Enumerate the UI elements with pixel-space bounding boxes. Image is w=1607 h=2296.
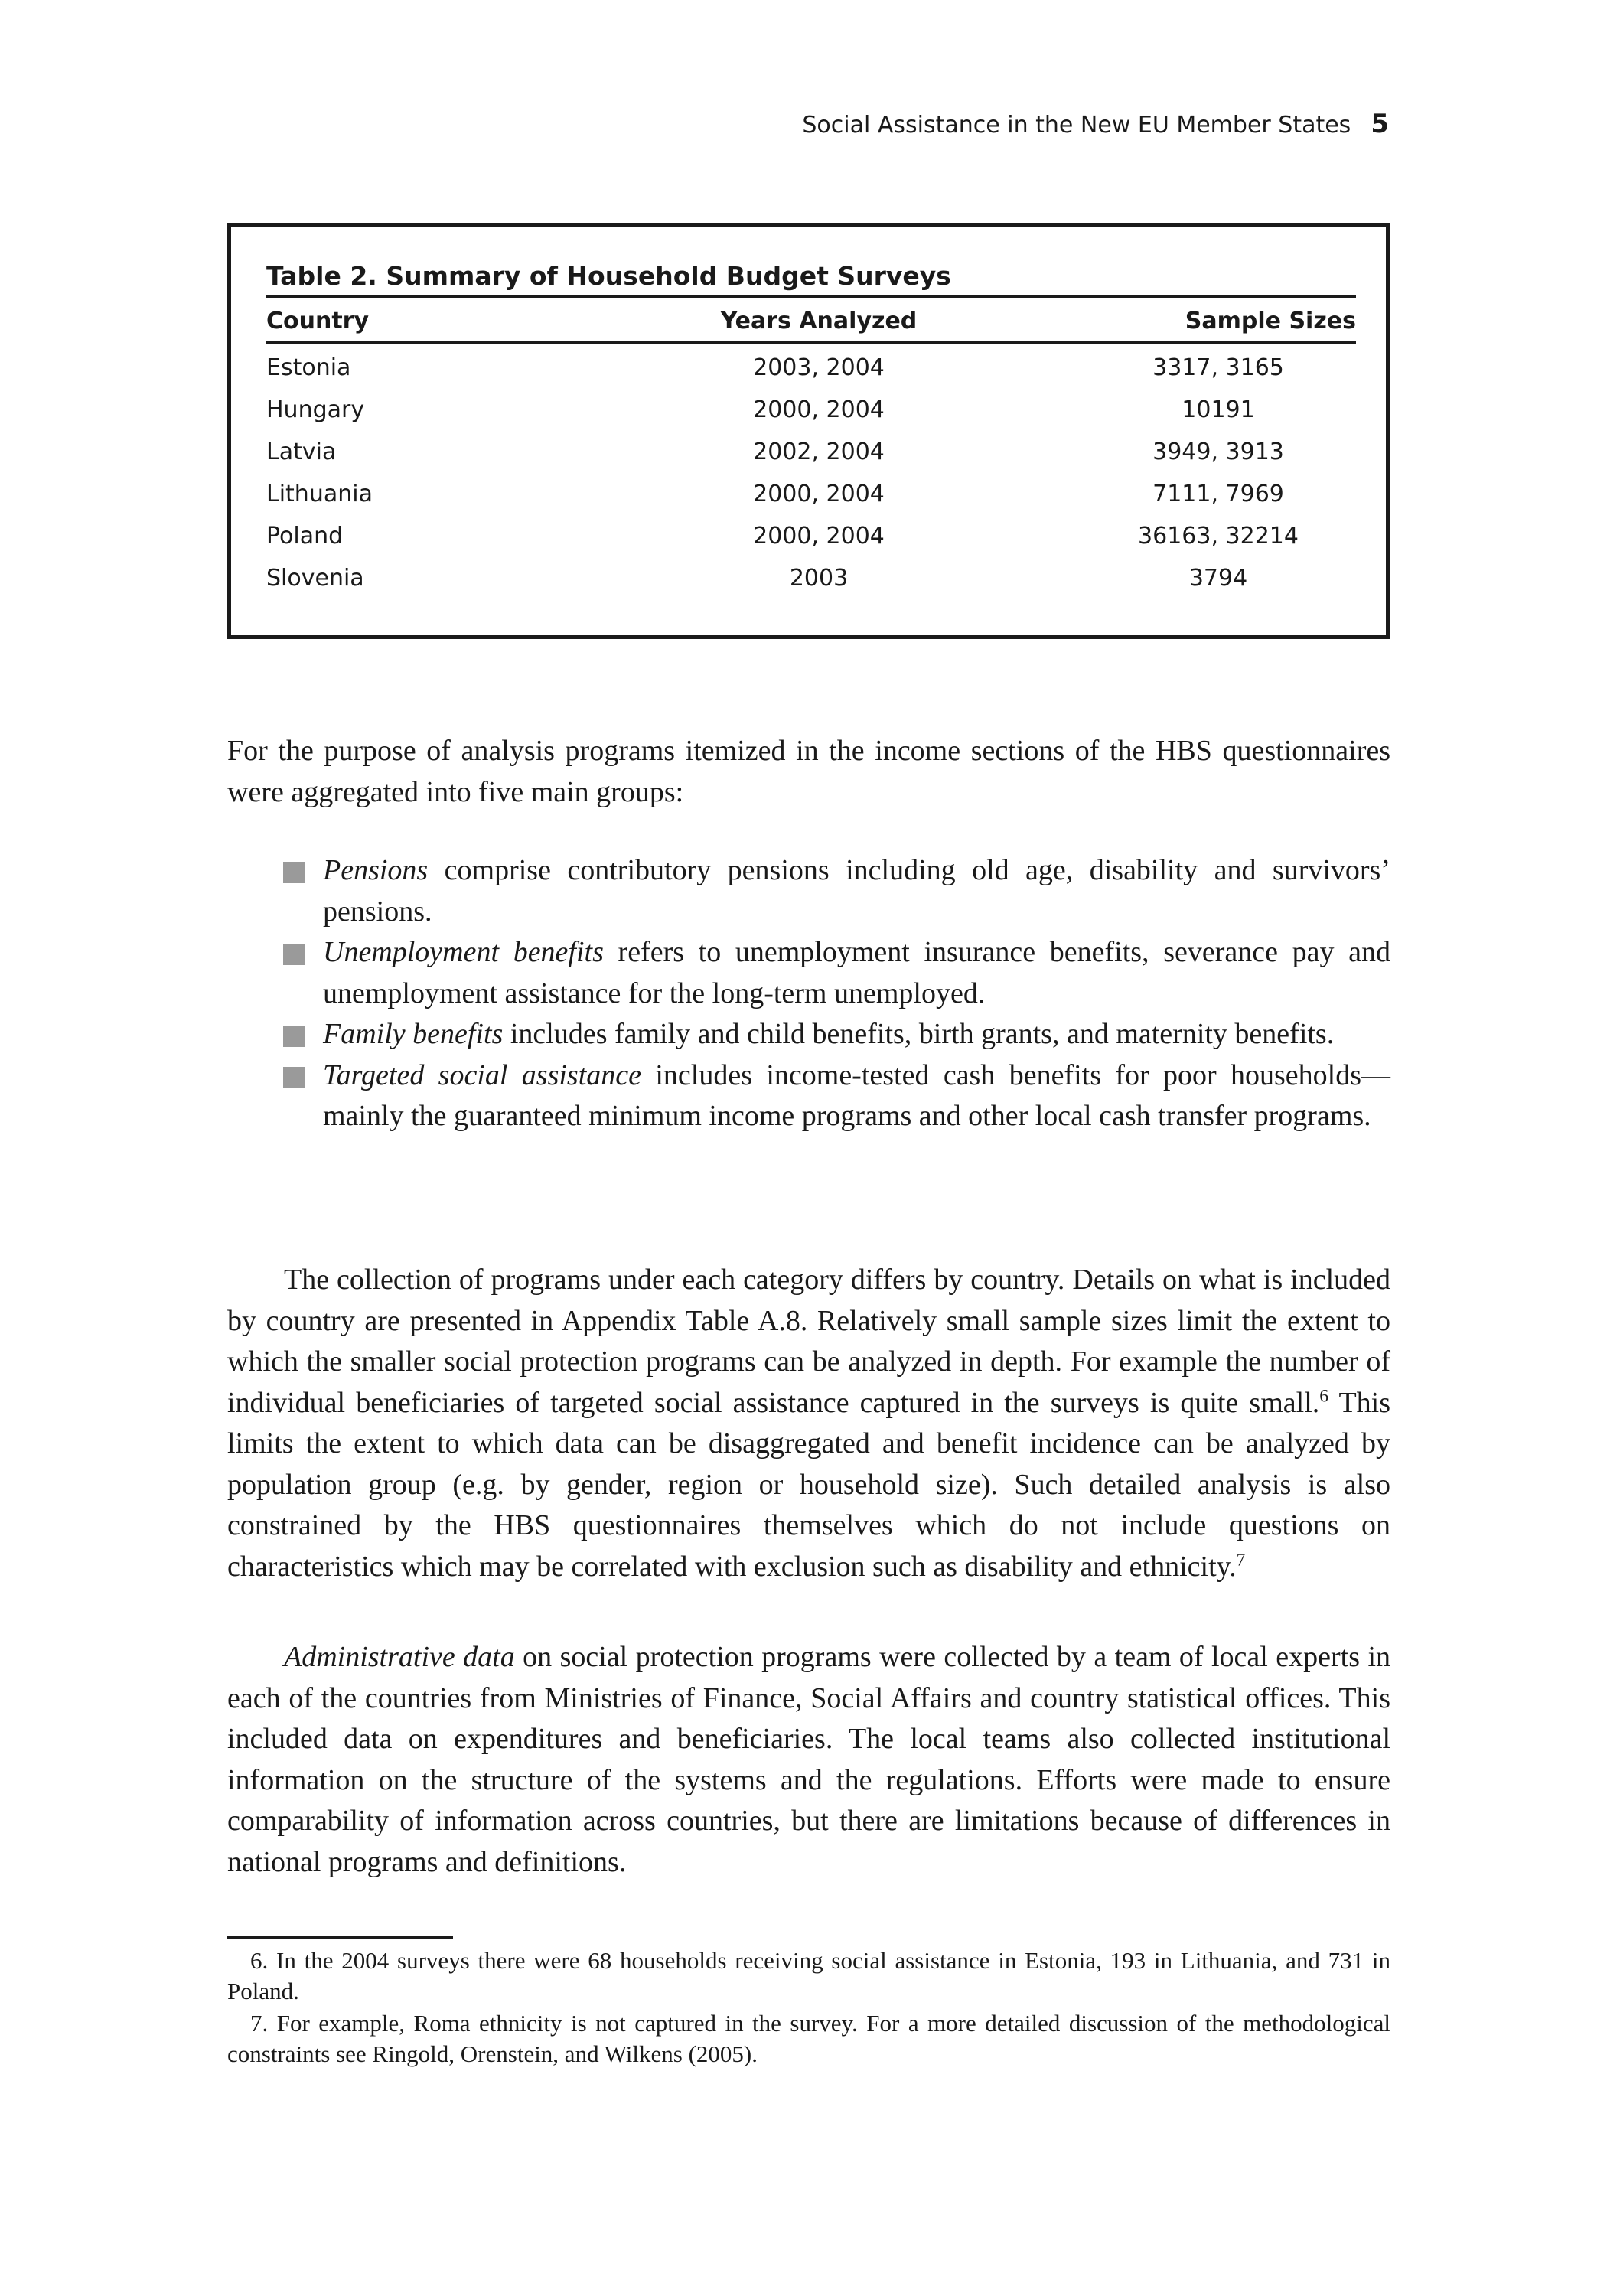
list-item xyxy=(283,1014,1390,1055)
column-header-years: Years Analyzed xyxy=(720,308,918,334)
list-item-text: includes income-tested cash benefits for poor households—mainly the guaranteed minimum income programs and other local cash transfer programs. xyxy=(323,1058,1391,1132)
list-item-text: comprise contributory pensions including old age, disability and survivors’ pensions. xyxy=(323,854,1390,928)
footnote-number: 6. xyxy=(250,1947,269,1974)
list-item-text: includes family and child benefits, birth grants, and maternity benefits. xyxy=(503,1018,1335,1050)
list-item-term: Targeted social assistance xyxy=(323,1058,641,1091)
table-body xyxy=(266,344,1356,599)
running-title: Social Assistance in the New EU Member States xyxy=(802,112,1351,139)
footnote xyxy=(227,2008,1390,2069)
summary-table-box xyxy=(227,223,1390,639)
collection-text-2: This limits the extent to which data can be disaggregated and benefit incidence can be analyzed by population group (e.g. by gender, region or household size). Such detailed analysis is also constrained by the HBS questionnaires themselves which do not include questions on characteristics which may be correlated with exclusion such as disability and ethnicity. xyxy=(227,1386,1391,1583)
cell-sample-sizes: 36163, 32214 xyxy=(1138,523,1299,550)
program-groups-list xyxy=(283,850,1390,1137)
list-item xyxy=(283,1055,1390,1137)
cell-years: 2003, 2004 xyxy=(753,354,885,381)
footnote-rule xyxy=(227,1936,453,1939)
intro-paragraph: For the purpose of analysis programs itemized in the income sections of the HBS questionnaires were aggregated into five main groups: xyxy=(227,735,1390,808)
list-item-term: Unemployment benefits xyxy=(323,936,604,968)
table-row xyxy=(266,515,1356,557)
square-bullet-icon xyxy=(283,1067,305,1088)
table-row xyxy=(266,473,1356,515)
footnote-number: 7. xyxy=(250,2010,269,2037)
cell-country: Lithuania xyxy=(266,481,373,507)
cell-country: Latvia xyxy=(266,439,337,465)
column-header-sample-sizes: Sample Sizes xyxy=(1185,308,1356,334)
list-item xyxy=(283,932,1390,1014)
cell-years: 2000, 2004 xyxy=(753,523,885,550)
table-caption: Table 2. Summary of Household Budget Surveys xyxy=(266,257,1356,298)
footnote xyxy=(227,1945,1390,2007)
square-bullet-icon xyxy=(283,1026,305,1047)
footnote-text: For example, Roma ethnicity is not captured in the survey. For a more detailed discussion of the methodological constraints see Ringold, Orenstein, and Wilkens (2005). xyxy=(227,2010,1390,2067)
list-item-term: Family benefits xyxy=(323,1018,504,1050)
cell-sample-sizes: 3949, 3913 xyxy=(1152,439,1284,465)
square-bullet-icon xyxy=(283,944,305,965)
cell-sample-sizes: 3317, 3165 xyxy=(1152,354,1284,381)
cell-country: Poland xyxy=(266,523,344,550)
column-header-country: Country xyxy=(266,308,370,334)
footnote-ref-7: 7 xyxy=(1236,1549,1246,1570)
table-row xyxy=(266,557,1356,599)
cell-country: Hungary xyxy=(266,396,365,423)
list-item xyxy=(283,850,1390,932)
list-item-term: Pensions xyxy=(323,854,429,886)
summary-table xyxy=(266,257,1356,599)
cell-sample-sizes: 3794 xyxy=(1188,565,1248,592)
cell-country: Estonia xyxy=(266,354,351,381)
collection-text-1: The collection of programs under each category differs by country. Details on what is included by country are presented in Appendix Table A.8. Relatively small sample sizes limit the extent to which the smaller social protection programs can be analyzed in depth. For example the number of individual beneficiaries of targeted social assistance captured in the surveys is quite small. xyxy=(227,1264,1390,1419)
cell-sample-sizes: 7111, 7969 xyxy=(1152,481,1284,507)
table-header-row xyxy=(266,298,1356,344)
cell-years: 2003 xyxy=(789,565,849,592)
admin-data-paragraph xyxy=(227,1637,1390,1883)
cell-years: 2000, 2004 xyxy=(753,396,885,423)
running-head xyxy=(765,109,1389,139)
cell-years: 2002, 2004 xyxy=(753,439,885,465)
footnote-text: In the 2004 surveys there were 68 households receiving social assistance in Estonia, 193 in Lithuania, and 731 in Poland. xyxy=(227,1947,1390,2004)
admin-data-text: on social protection programs were collected by a team of local experts in each of the countries from Ministries of Finance, Social Affairs and country statistical offices. This included data on expenditures and beneficiaries. The local teams also collected institutional information on the structure of the systems and the regulations. Efforts were made to ensure comparability of information across countries, but there are limitations because of differences in national programs and definitions. xyxy=(227,1641,1390,1878)
admin-data-term: Administrative data xyxy=(284,1641,515,1673)
footnote-ref-6: 6 xyxy=(1319,1385,1329,1406)
collection-paragraph xyxy=(227,1260,1390,1587)
table-row xyxy=(266,347,1356,389)
cell-country: Slovenia xyxy=(266,565,364,592)
cell-sample-sizes: 10191 xyxy=(1182,396,1255,423)
cell-years: 2000, 2004 xyxy=(753,481,885,507)
footnotes xyxy=(227,1945,1390,2071)
table-row xyxy=(266,389,1356,431)
table-row xyxy=(266,431,1356,473)
page-number: 5 xyxy=(1371,109,1389,139)
square-bullet-icon xyxy=(283,862,305,883)
list-item-text: refers to unemployment insurance benefits, severance pay and unemployment assistance for the long-term unemployed. xyxy=(323,936,1390,1009)
